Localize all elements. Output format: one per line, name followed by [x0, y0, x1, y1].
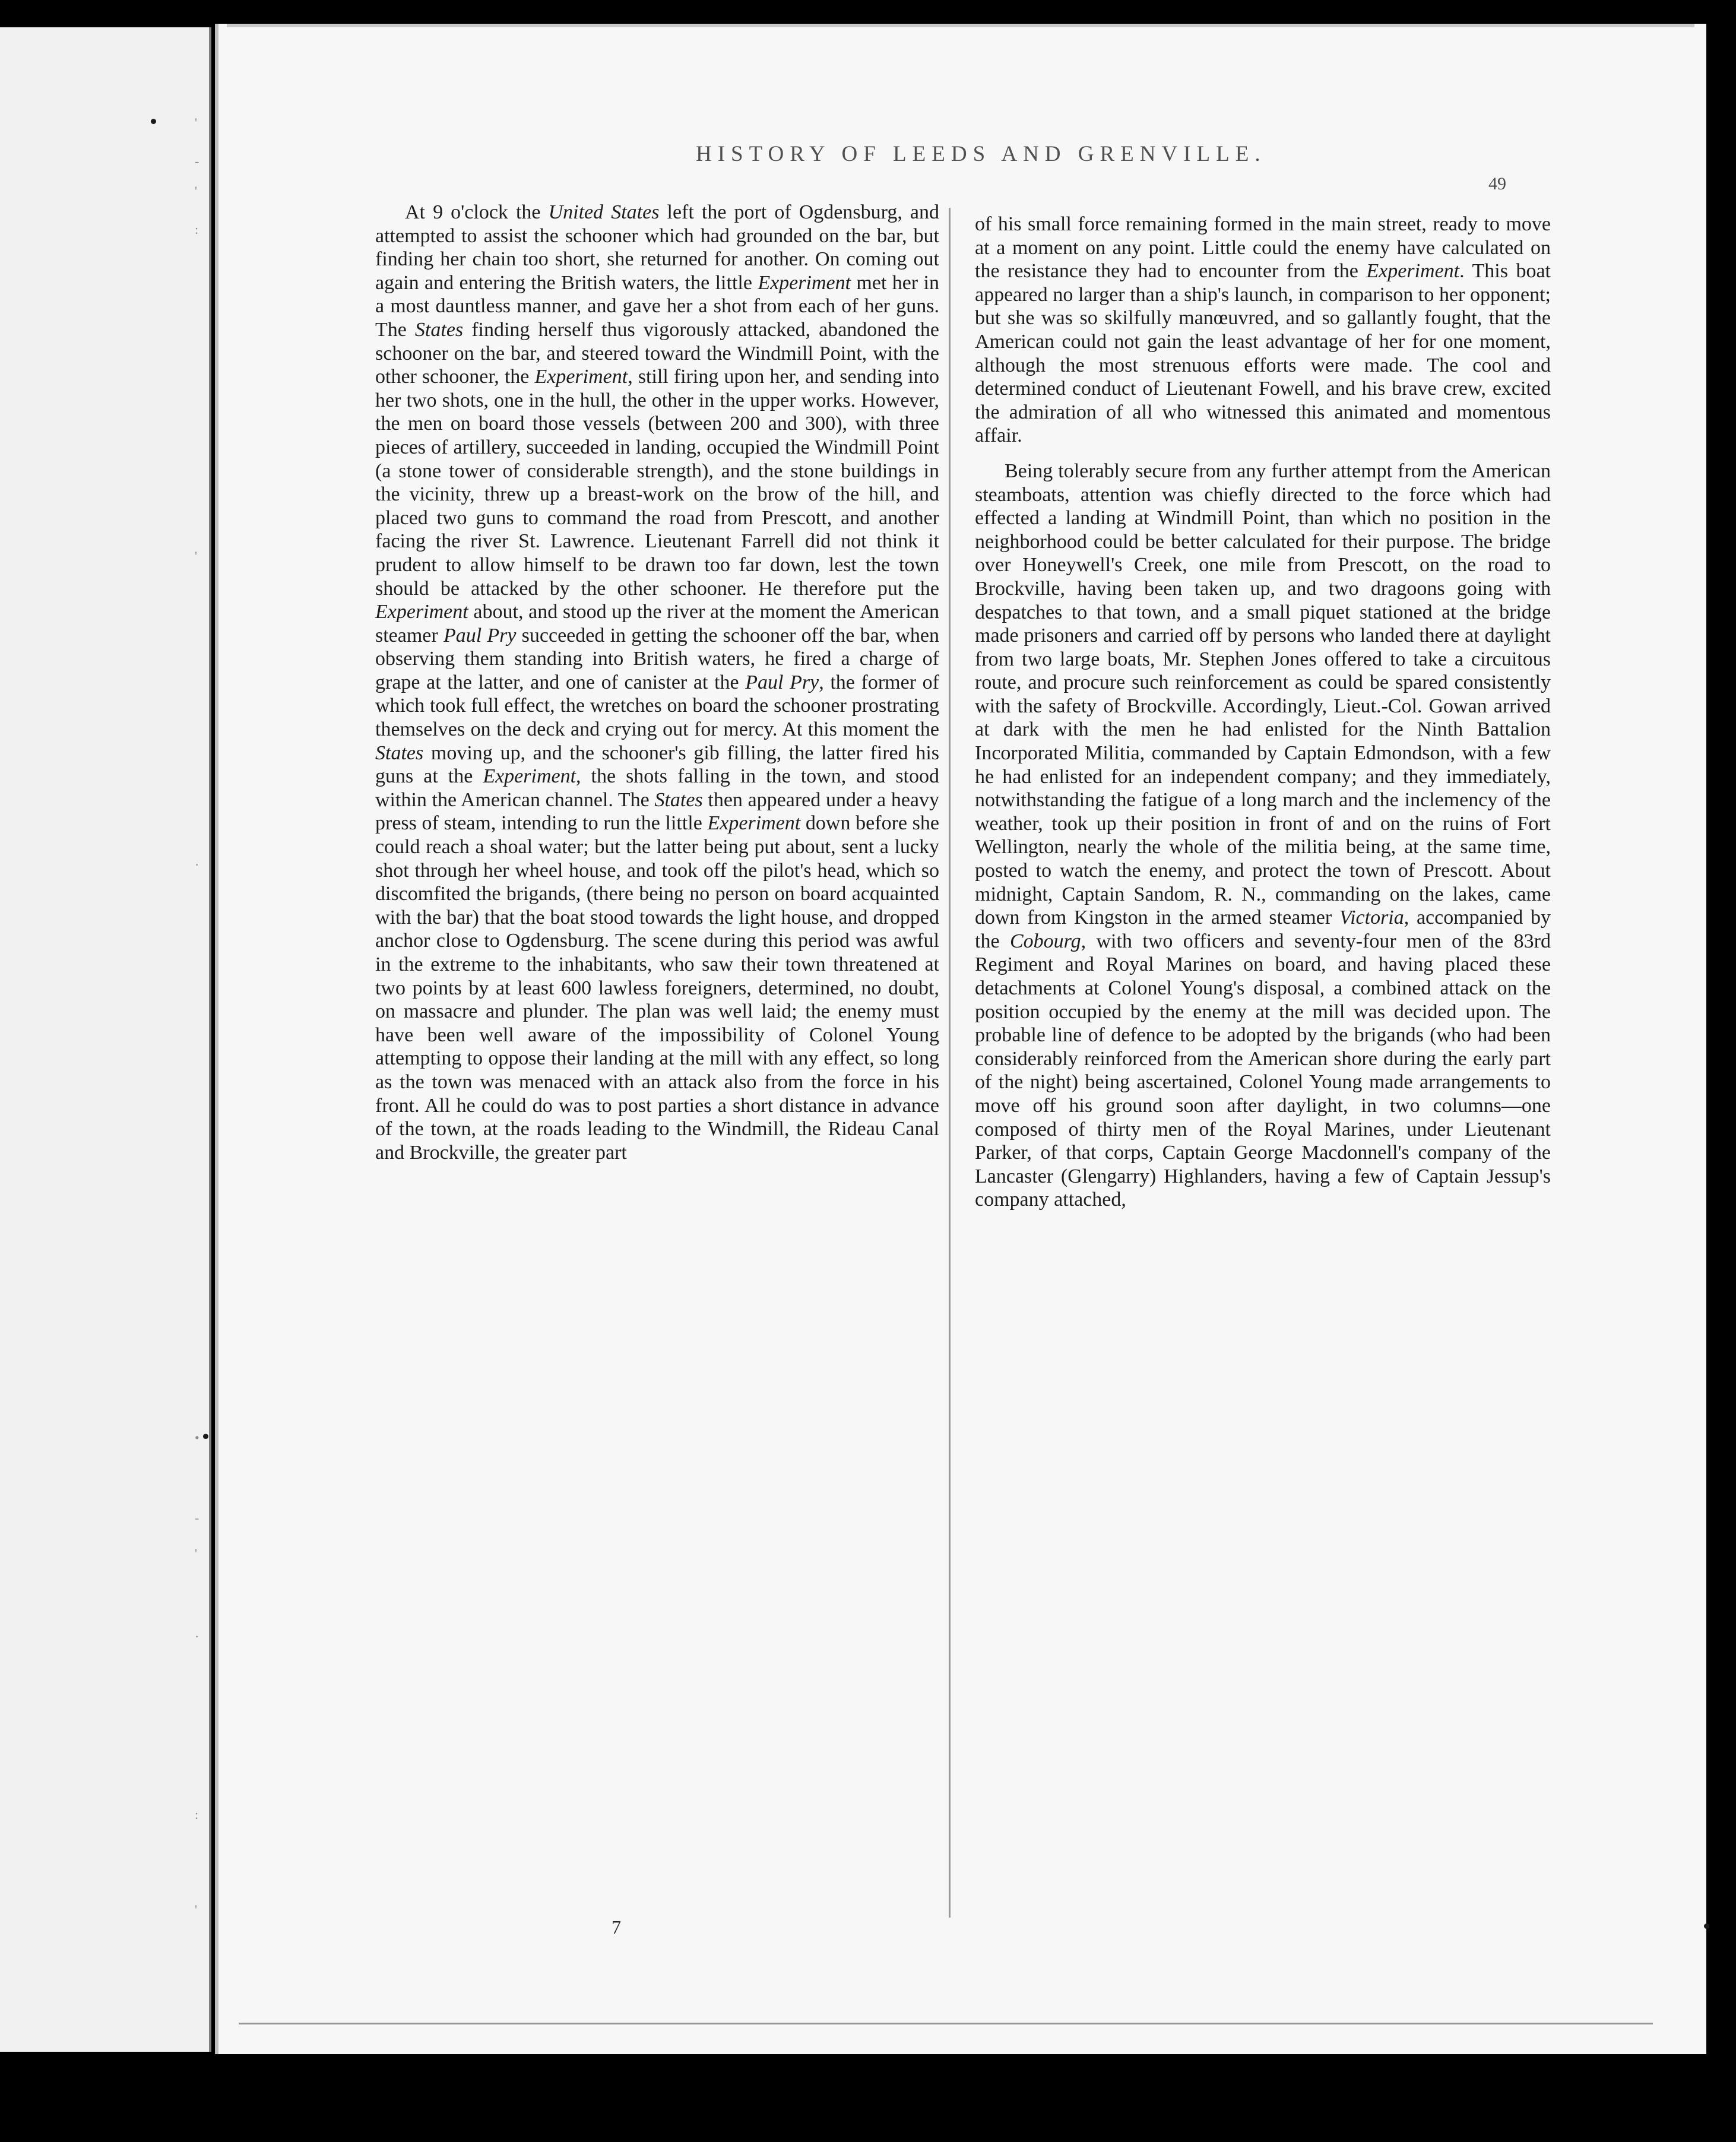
paragraph: Being tolerably secure from any further attempt from the American steamboats, attention was chiefly directed to the force which had effected a landing at Windmill Point, than which no position in the neighborhood could be better calculated for their purpose. The bridge over Honeywell's Creek, one mile from Prescott, on the road to Brockville, having been taken up, and two dragoons going with despatches to that town, and a small piquet stationed at the bridge made prisoners and carried off by persons who landed there at daylight from two large boats, Mr. Stephen Jones offered to take a circuitous route, and procure such reinforcement as could be spared consistently with the safety of Brockville. Accordingly, Lieut.-Col. Gowan arrived at dark with the men he had enlisted for the Ninth Battalion Incorporated Militia, commanded by Captain Edmondson, with a few he had enlisted for an independent company; and they immediately, notwithstanding the fatigue of a long march and the inclemency of the weather, took up their position in front of and on the ruins of Fort Wellington, nearly the whole of the militia being, at the same time, posted to watch the enemy, and protect the town of Prescott. About midnight, Captain Sandom, R. N., commanding on the lakes, came down from Kingston in the armed steamer Victoria, accompanied by the Cobourg, with two officers and seventy-four men of the 83rd Regiment and Royal Marines on board, and having placed these detachments at Colonel Young's disposal, a combined attack on the position occupied by the enemy at the mill was decided upon. The probable line of defence to be adopted by the brigands (who had been considerably reinforced from the American shore during the early part of the night) being ascertained, Colonel Young made arrangements to move off his ground soon after daylight, in two columns—one composed of thirty men of the Royal Marines, under Lieutenant Parker, of that corps, Captain George Macdonnell's company of the Lancaster (Glengarry) Highlanders, having a few of Captain Jessup's company attached, [975, 460, 1551, 1211]
stray-mark [1704, 1924, 1709, 1929]
right-column [975, 213, 1551, 1212]
page-top-edge [227, 24, 1694, 27]
page-number: 49 [1488, 174, 1506, 194]
signature-mark: 7 [612, 1916, 621, 1938]
book-page [215, 24, 1712, 2054]
page-right-edge [1706, 24, 1712, 2054]
left-column [375, 201, 939, 1164]
binding-marks: ' - ' : ' · • - ' · : ' [195, 115, 199, 1917]
page-left-edge [215, 24, 218, 2054]
paragraph: of his small force remaining formed in the main street, ready to move at a moment on any point. Little could the enemy have calculated on the resistance they had to encounter from the Experiment. This boat appeared no larger than a ship's launch, in comparison to her opponent; but she was so skilfully manœuvred, and so gallantly fought, that the American could not gain the least advantage of her for one moment, although the most strenuous efforts were made. The cool and determined conduct of Lieutenant Fowell, and his brave crew, excited the admiration of all who witnessed this animated and momentous affair. [975, 213, 1551, 447]
page-bottom-edge [239, 2023, 1653, 2024]
previous-page-edge [0, 27, 211, 2052]
paragraph: At 9 o'clock the United States left the port of Ogdensburg, and attempted to assist the schooner which had grounded on the bar, but finding her chain too short, she returned for another. On coming out again and entering the British waters, the little Experiment met her in a most dauntless manner, and gave her a shot from each of her guns. The States finding herself thus vigorously attacked, abandoned the schooner on the bar, and steered toward the Windmill Point, with the other schooner, the Experiment, still firing upon her, and sending into her two shots, one in the hull, the other in the upper works. However, the men on board those vessels (between 200 and 300), with three pieces of artillery, succeeded in landing, occupied the Windmill Point (a stone tower of considerable strength), and the stone buildings in the vicinity, threw up a breast-work on the brow of the hill, and placed two guns to command the road from Prescott, and another facing the river St. Lawrence. Lieutenant Farrell did not think it prudent to allow himself to be drawn too far down, lest the town should be attacked by the other schooner. He therefore put the Experiment about, and stood up the river at the moment the American steamer Paul Pry succeeded in getting the schooner off the bar, when observing them standing into British waters, he fired a charge of grape at the latter, and one of canister at the Paul Pry, the former of which took full effect, the wretches on board the schooner prostrating themselves on the deck and crying out for mercy. At this moment the States moving up, and the schooner's gib filling, the latter fired his guns at the Experiment, the shots falling in the town, and stood within the American channel. The States then appeared under a heavy press of steam, intending to run the little Experiment down before she could reach a shoal water; but the latter being put about, sent a lucky shot through her wheel house, and took off the pilot's head, which so discomfited the brigands, (there being no person on board acquainted with the bar) that the boat stood towards the light house, and dropped anchor close to Ogdensburg. The scene during this period was awful in the extreme to the inhabitants, who saw their town threatened at two points by at least 600 lawless foreigners, determined, no doubt, on massacre and plunder. The plan was well laid; the enemy must have been well aware of the impossibility of Colonel Young attempting to oppose their landing at the mill with any effect, so long as the town was menaced with an attack also from the force in his front. All he could do was to post parties a short distance in advance of the town, at the roads leading to the Windmill, the Rideau Canal and Brockville, the greater part [375, 201, 940, 1164]
stray-mark [151, 119, 156, 124]
stray-mark [203, 1434, 208, 1439]
running-head: HISTORY OF LEEDS AND GRENVILLE. [696, 142, 1266, 166]
column-rule [949, 208, 951, 1918]
